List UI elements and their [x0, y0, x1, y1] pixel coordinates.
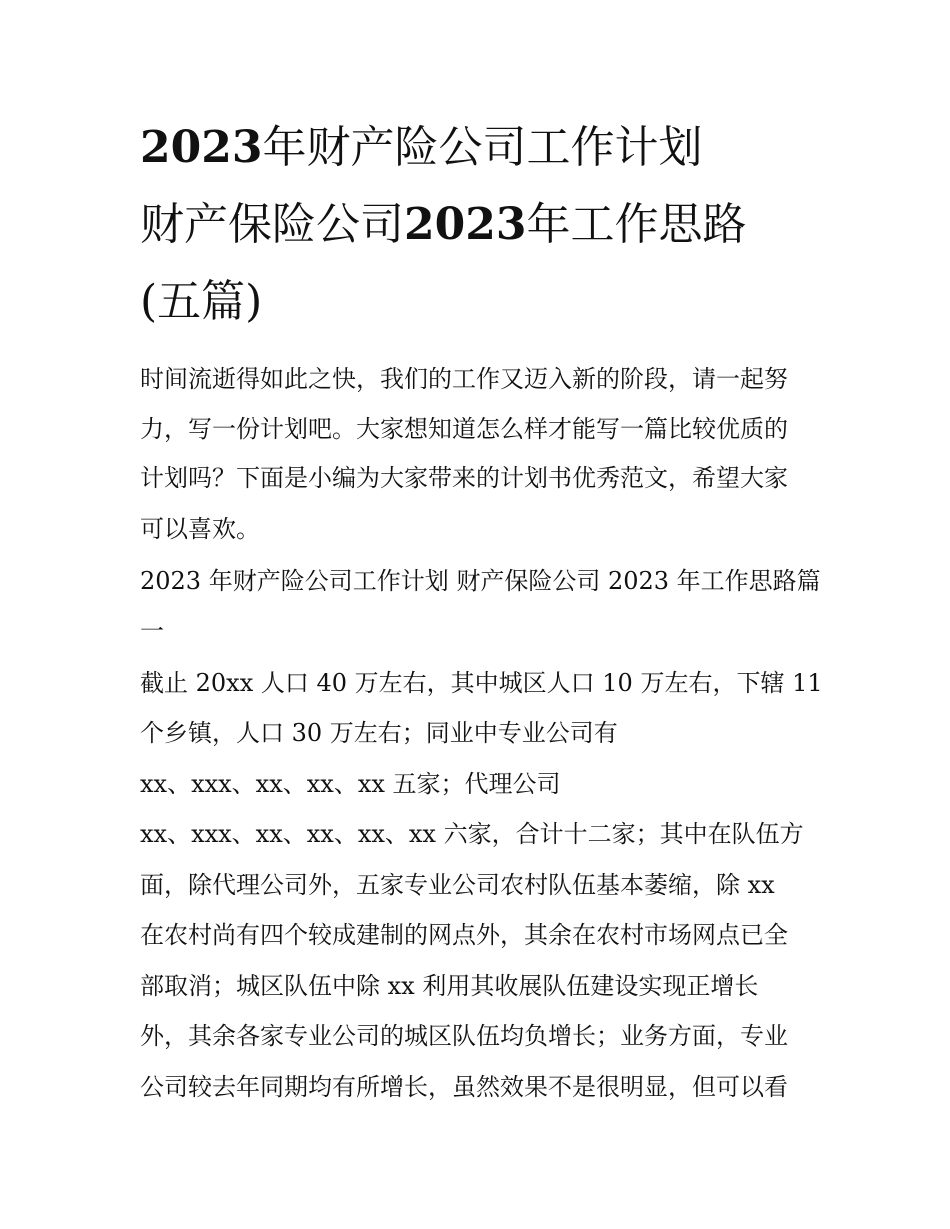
body-line: xx、xxx、xx、xx、xx、xx 六家，合计十二家；其中在队伍方	[140, 820, 804, 848]
body-line: 计划吗？下面是小编为大家带来的计划书优秀范文，希望大家	[140, 464, 788, 492]
title-year: 2023	[140, 122, 263, 173]
title-text: 年工作思路	[526, 199, 747, 250]
body-line: 时间流逝得如此之快，我们的工作又迈入新的阶段，请一起努	[140, 365, 788, 393]
body-line: 力，写一份计划吧。大家想知道怎么样才能写一篇比较优质的	[140, 415, 788, 443]
title-text: 年财产险公司工作计划	[262, 122, 703, 173]
body-line: xx、xxx、xx、xx、xx 五家；代理公司	[140, 770, 561, 798]
title-text: 财产保险公司	[140, 199, 404, 250]
section-heading-line: 一	[140, 617, 164, 645]
body-line: 外，其余各家专业公司的城区队伍均负增长；业务方面，专业	[140, 1022, 788, 1050]
body-line: 公司较去年同期均有所增长，虽然效果不是很明显，但可以看	[140, 1073, 788, 1101]
body-line: 部取消；城区队伍中除 xx 利用其收展队伍建设实现正增长	[140, 972, 759, 1000]
body-line: 面，除代理公司外，五家专业公司农村队伍基本萎缩，除 xx	[140, 871, 775, 899]
body-line: 截止 20xx 人口 40 万左右，其中城区人口 10 万左右，下辖 11	[140, 669, 823, 697]
title-line-1	[140, 122, 830, 174]
body-line: 在农村尚有四个较成建制的网点外，其余在农村市场网点已全	[140, 921, 788, 949]
title-line-3	[140, 276, 830, 328]
title-line-2	[140, 199, 830, 251]
title-year: 2023	[404, 199, 527, 250]
title-text: (五篇)	[140, 276, 263, 327]
section-heading-line: 2023 年财产险公司工作计划 财产保险公司 2023 年工作思路篇	[140, 567, 821, 595]
body-line: 个乡镇，人口 30 万左右；同业中专业公司有	[140, 719, 618, 747]
body-line: 可以喜欢。	[140, 515, 260, 543]
